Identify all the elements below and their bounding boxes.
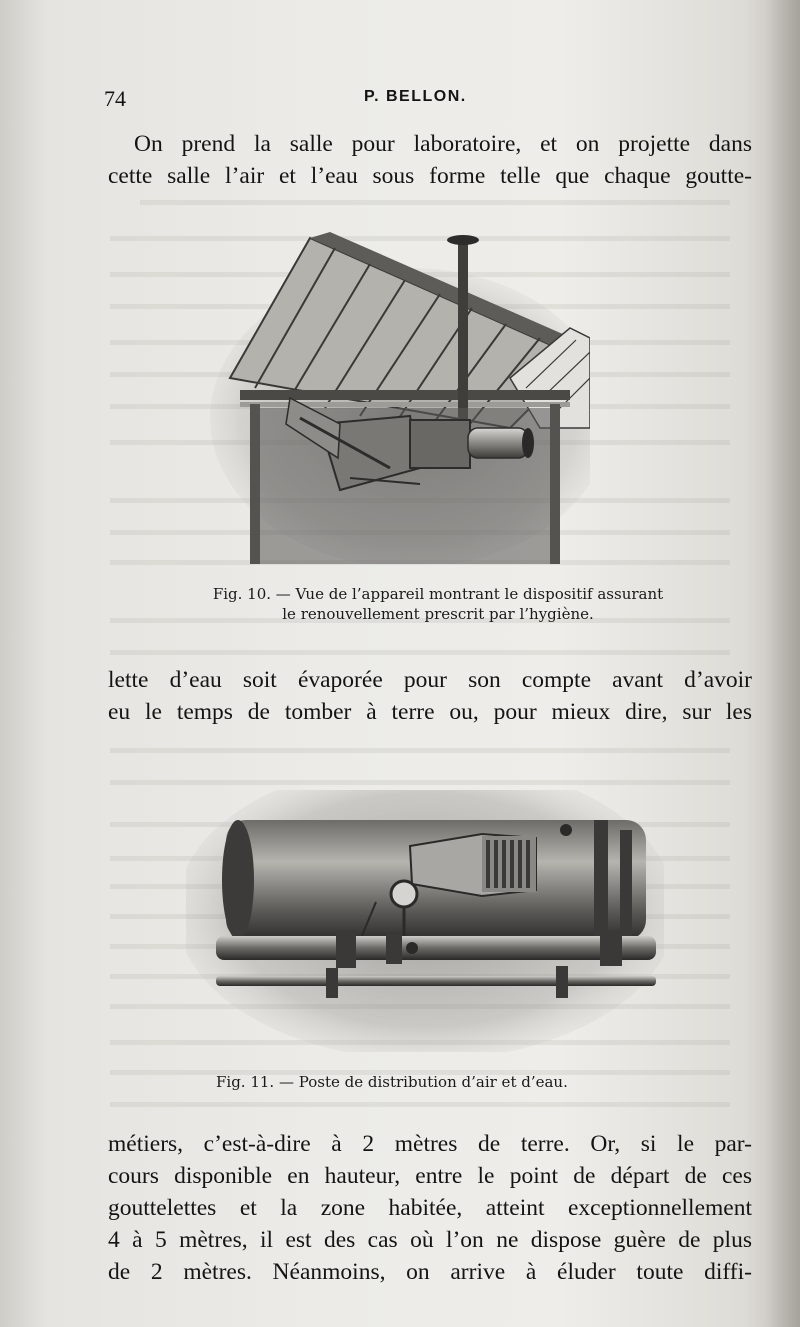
figure-10-caption-line-1: — Vue de l’appareil montrant le dispositif assurant [271,585,664,603]
figure-10-caption [158,584,718,624]
page-number: 74 [104,86,126,111]
paragraph-2 [108,664,752,728]
figure-11-caption [216,1072,676,1092]
text-line: eu le temps de tomber à terre ou, pour mieux dire, sur les [108,699,752,725]
text-line: 4 à 5 mètres, il est des cas où l’on ne dispose guère de plus [108,1227,752,1253]
text-line: gouttelettes et la zone habitée, atteint exceptionnellement [108,1195,752,1221]
figure-10-illustration [210,228,590,564]
text-line: cours disponible en hauteur, entre le point de départ de ces [108,1163,752,1189]
running-head [104,86,744,116]
figure-10-label: Fig. 10. [212,585,272,603]
text-line: On prend la salle pour laboratoire, et on projette dans [134,131,752,157]
figure-11-illustration [186,790,664,1052]
figure-11-caption-text: — Poste de distribution d’air et d’eau. [274,1073,568,1091]
text-line: lette d’eau soit évaporée pour son compte avant d’avoir [108,667,752,693]
text-line: métiers, c’est-à-dire à 2 mètres de terre. Or, si le par- [108,1131,752,1157]
distribution-station-drawing [186,790,664,1052]
figure-10-caption-line-2: le renouvellement prescrit par l’hygiène. [282,605,594,623]
text-line: de 2 mètres. Néanmoins, on arrive à éluder toute diffi- [108,1259,752,1285]
ventilation-apparatus-drawing [210,228,590,564]
paragraph-3 [108,1128,752,1288]
paragraph-1 [108,128,752,192]
text-line: cette salle l’air et l’eau sous forme telle que chaque goutte- [108,163,752,189]
figure-11-label: Fig. 11. [216,1073,275,1091]
running-author: P. BELLON. [364,88,467,105]
